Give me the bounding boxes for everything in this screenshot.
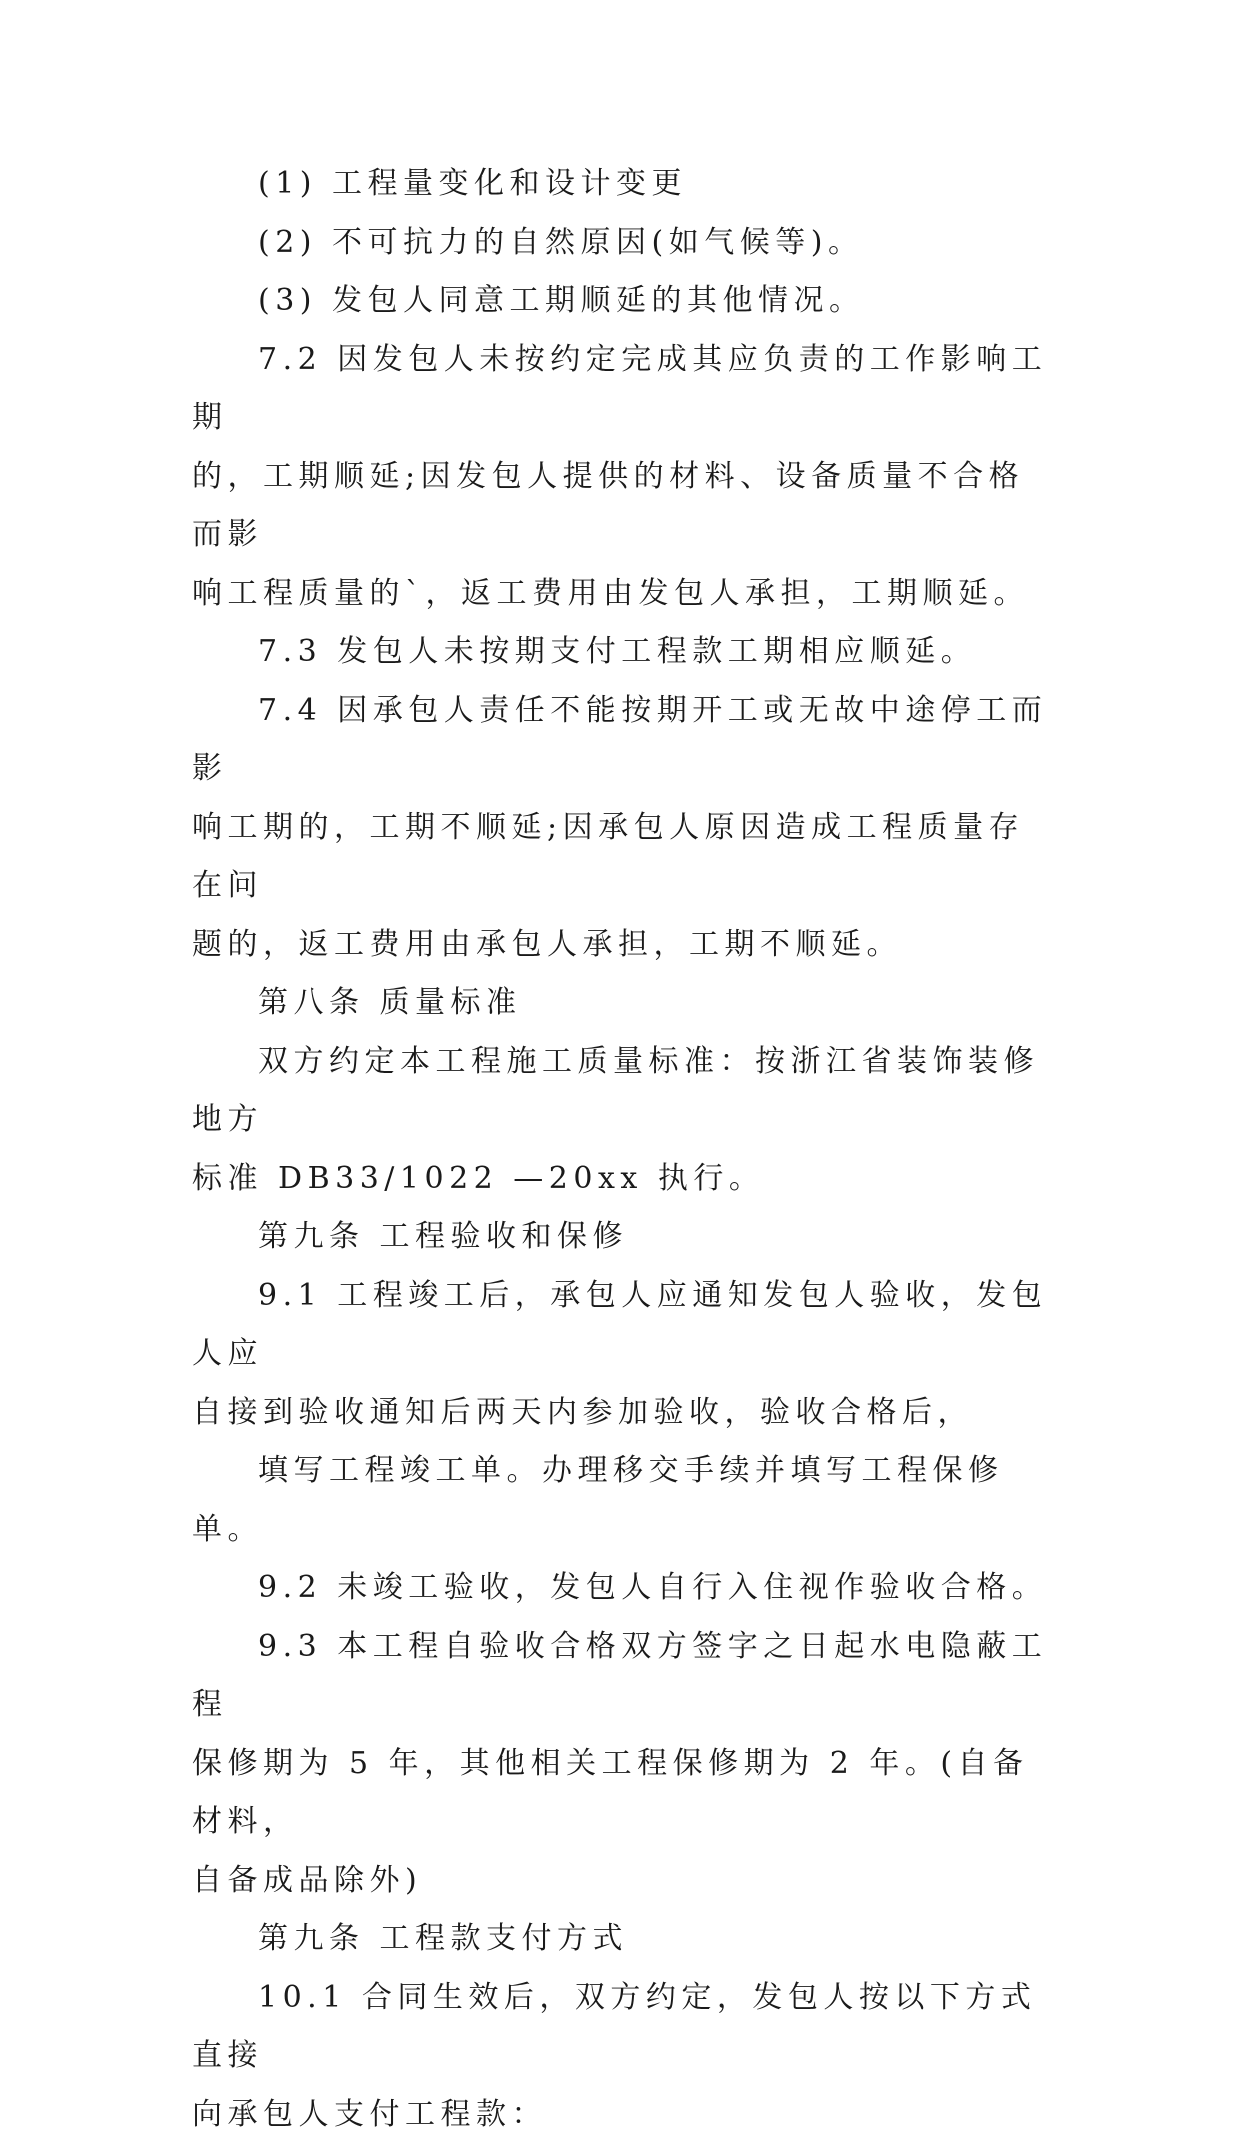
text-line: 标准 DB33/1022 —20xx 执行。 <box>192 1150 1052 1209</box>
text-line: 第八条 质量标准 <box>192 974 1052 1033</box>
text-line: 9.3 本工程自验收合格双方签字之日起水电隐蔽工程 <box>192 1618 1052 1735</box>
paragraph <box>192 1559 1052 1618</box>
text-line: 7.2 因发包人未按约定完成其应负责的工作影响工期 <box>192 331 1052 448</box>
paragraph <box>192 214 1052 273</box>
paragraph <box>192 1969 1052 2144</box>
text-line: 题的，返工费用由承包人承担，工期不顺延。 <box>192 916 1052 975</box>
paragraph <box>192 155 1052 214</box>
text-line: 填写工程竣工单。办理移交手续并填写工程保修单。 <box>192 1442 1052 1559</box>
paragraph <box>192 682 1052 975</box>
paragraph <box>192 331 1052 624</box>
text-line: 第九条 工程款支付方式 <box>192 1910 1052 1969</box>
text-line: 第九条 工程验收和保修 <box>192 1208 1052 1267</box>
paragraph <box>192 1618 1052 1911</box>
text-line: (2) 不可抗力的自然原因(如气候等)。 <box>192 214 1052 273</box>
text-line: (1) 工程量变化和设计变更 <box>192 155 1052 214</box>
text-line: (3) 发包人同意工期顺延的其他情况。 <box>192 272 1052 331</box>
text-line: 响工程质量的`，返工费用由发包人承担，工期顺延。 <box>192 565 1052 624</box>
document-body <box>192 155 1052 2144</box>
paragraph <box>192 623 1052 682</box>
text-line: 自备成品除外) <box>192 1852 1052 1911</box>
paragraph <box>192 1910 1052 1969</box>
text-line: 向承包人支付工程款： <box>192 2086 1052 2144</box>
text-line: 双方约定本工程施工质量标准：按浙江省装饰装修地方 <box>192 1033 1052 1150</box>
text-line: 自接到验收通知后两天内参加验收，验收合格后， <box>192 1384 1052 1443</box>
text-line: 9.1 工程竣工后，承包人应通知发包人验收，发包人应 <box>192 1267 1052 1384</box>
paragraph <box>192 272 1052 331</box>
paragraph <box>192 1033 1052 1209</box>
text-line: 7.4 因承包人责任不能按期开工或无故中途停工而影 <box>192 682 1052 799</box>
text-line: 7.3 发包人未按期支付工程款工期相应顺延。 <box>192 623 1052 682</box>
text-line: 10.1 合同生效后，双方约定，发包人按以下方式直接 <box>192 1969 1052 2086</box>
text-line: 的，工期顺延;因发包人提供的材料、设备质量不合格而影 <box>192 448 1052 565</box>
paragraph <box>192 1208 1052 1267</box>
paragraph <box>192 974 1052 1033</box>
paragraph <box>192 1267 1052 1443</box>
text-line: 响工期的，工期不顺延;因承包人原因造成工程质量存在问 <box>192 799 1052 916</box>
text-line: 9.2 未竣工验收，发包人自行入住视作验收合格。 <box>192 1559 1052 1618</box>
paragraph <box>192 1442 1052 1559</box>
text-line: 保修期为 5 年，其他相关工程保修期为 2 年。(自备材料， <box>192 1735 1052 1852</box>
